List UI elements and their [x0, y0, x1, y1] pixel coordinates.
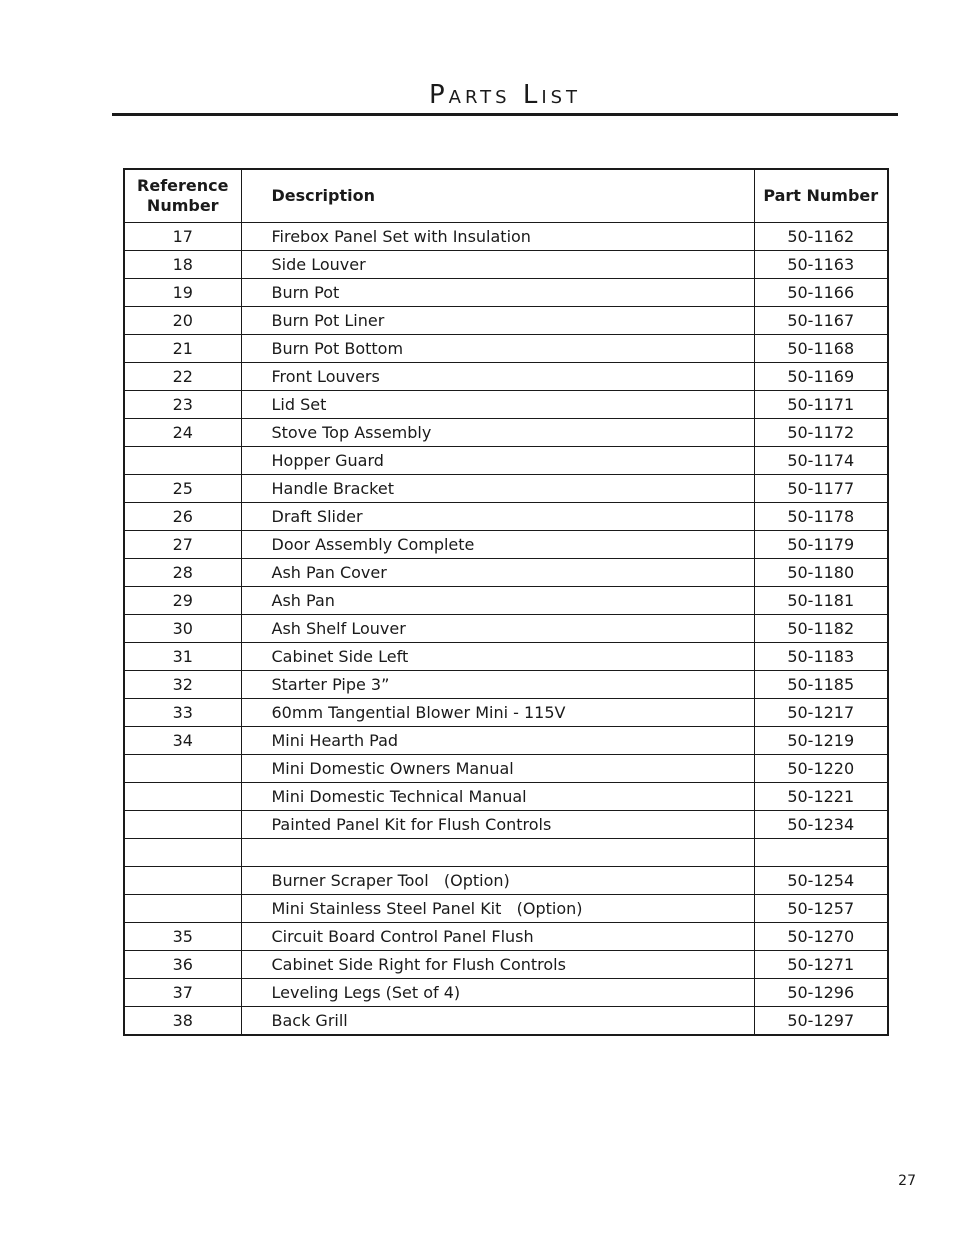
part-number-cell: 50-1185 [754, 671, 888, 699]
description-cell: Painted Panel Kit for Flush Controls [241, 811, 754, 839]
reference-cell [124, 447, 241, 475]
part-number-cell: 50-1169 [754, 363, 888, 391]
reference-cell [124, 811, 241, 839]
reference-cell: 32 [124, 671, 241, 699]
part-number-cell: 50-1166 [754, 279, 888, 307]
table-row [124, 307, 888, 335]
table-row [124, 447, 888, 475]
table-row [124, 867, 888, 895]
reference-cell [124, 895, 241, 923]
part-number-cell: 50-1181 [754, 587, 888, 615]
part-number-cell: 50-1178 [754, 503, 888, 531]
table-row [124, 419, 888, 447]
description-cell: Ash Pan [241, 587, 754, 615]
part-number-cell: 50-1174 [754, 447, 888, 475]
table-row [124, 223, 888, 251]
reference-cell: 26 [124, 503, 241, 531]
reference-cell: 29 [124, 587, 241, 615]
reference-cell: 28 [124, 559, 241, 587]
description-cell: Starter Pipe 3” [241, 671, 754, 699]
table-row [124, 783, 888, 811]
table-row [124, 951, 888, 979]
table-row [124, 503, 888, 531]
table-row [124, 391, 888, 419]
header-reference-number [124, 169, 241, 223]
description-cell: Side Louver [241, 251, 754, 279]
reference-cell: 24 [124, 419, 241, 447]
description-cell: Stove Top Assembly [241, 419, 754, 447]
table-row [124, 895, 888, 923]
table-row [124, 335, 888, 363]
part-number-cell: 50-1163 [754, 251, 888, 279]
part-number-cell: 50-1182 [754, 615, 888, 643]
reference-cell: 20 [124, 307, 241, 335]
description-cell: 60mm Tangential Blower Mini - 115V [241, 699, 754, 727]
table-row [124, 671, 888, 699]
part-number-cell: 50-1254 [754, 867, 888, 895]
reference-cell: 19 [124, 279, 241, 307]
description-cell: Mini Hearth Pad [241, 727, 754, 755]
description-cell: Firebox Panel Set with Insulation [241, 223, 754, 251]
part-number-cell: 50-1180 [754, 559, 888, 587]
table-row [124, 699, 888, 727]
description-cell: Burn Pot Liner [241, 307, 754, 335]
part-number-cell: 50-1172 [754, 419, 888, 447]
page-title: Parts List [428, 80, 582, 110]
reference-cell: 21 [124, 335, 241, 363]
part-number-cell: 50-1270 [754, 923, 888, 951]
part-number-cell: 50-1217 [754, 699, 888, 727]
description-cell: Lid Set [241, 391, 754, 419]
reference-cell: 27 [124, 531, 241, 559]
part-number-cell [754, 839, 888, 867]
page-number: 27 [898, 1173, 916, 1189]
table-row [124, 531, 888, 559]
table-row [124, 979, 888, 1007]
reference-cell: 33 [124, 699, 241, 727]
table-row [124, 587, 888, 615]
description-cell: Circuit Board Control Panel Flush [241, 923, 754, 951]
reference-cell: 17 [124, 223, 241, 251]
part-number-cell: 50-1179 [754, 531, 888, 559]
table-row [124, 811, 888, 839]
table-row [124, 755, 888, 783]
table-row [124, 559, 888, 587]
description-cell: Ash Pan Cover [241, 559, 754, 587]
table-row [124, 363, 888, 391]
description-cell: Mini Stainless Steel Panel Kit (Option) [241, 895, 754, 923]
part-number-cell: 50-1168 [754, 335, 888, 363]
part-number-cell: 50-1167 [754, 307, 888, 335]
table-row [124, 923, 888, 951]
table-body [124, 223, 888, 1036]
reference-cell: 36 [124, 951, 241, 979]
description-cell: Draft Slider [241, 503, 754, 531]
part-number-cell: 50-1171 [754, 391, 888, 419]
table-row [124, 839, 888, 867]
description-cell: Handle Bracket [241, 475, 754, 503]
reference-cell: 30 [124, 615, 241, 643]
reference-cell [124, 783, 241, 811]
part-number-cell: 50-1162 [754, 223, 888, 251]
reference-cell: 38 [124, 1007, 241, 1036]
reference-cell [124, 867, 241, 895]
header-row [124, 169, 888, 223]
reference-cell: 23 [124, 391, 241, 419]
description-cell: Ash Shelf Louver [241, 615, 754, 643]
table-header [124, 169, 888, 223]
reference-cell [124, 755, 241, 783]
header-reference-label: Reference Number [137, 176, 229, 215]
description-cell: Mini Domestic Owners Manual [241, 755, 754, 783]
reference-cell: 31 [124, 643, 241, 671]
description-cell: Burner Scraper Tool (Option) [241, 867, 754, 895]
reference-cell: 37 [124, 979, 241, 1007]
description-cell: Back Grill [241, 1007, 754, 1036]
table-row [124, 643, 888, 671]
part-number-cell: 50-1234 [754, 811, 888, 839]
description-cell: Door Assembly Complete [241, 531, 754, 559]
description-cell: Burn Pot Bottom [241, 335, 754, 363]
description-cell: Cabinet Side Left [241, 643, 754, 671]
part-number-cell: 50-1220 [754, 755, 888, 783]
reference-cell: 34 [124, 727, 241, 755]
description-cell: Mini Domestic Technical Manual [241, 783, 754, 811]
description-cell: Hopper Guard [241, 447, 754, 475]
description-cell: Leveling Legs (Set of 4) [241, 979, 754, 1007]
table-row [124, 279, 888, 307]
description-cell: Burn Pot [241, 279, 754, 307]
reference-cell: 35 [124, 923, 241, 951]
table-row [124, 1007, 888, 1036]
table-row [124, 727, 888, 755]
part-number-cell: 50-1296 [754, 979, 888, 1007]
description-cell: Front Louvers [241, 363, 754, 391]
reference-cell: 22 [124, 363, 241, 391]
table-row [124, 251, 888, 279]
part-number-cell: 50-1221 [754, 783, 888, 811]
part-number-cell: 50-1183 [754, 643, 888, 671]
reference-cell: 18 [124, 251, 241, 279]
header-part-number: Part Number [754, 169, 888, 223]
part-number-cell: 50-1297 [754, 1007, 888, 1036]
header-description: Description [241, 169, 754, 223]
parts-table [123, 168, 889, 1036]
description-cell [241, 839, 754, 867]
reference-cell [124, 839, 241, 867]
part-number-cell: 50-1271 [754, 951, 888, 979]
description-cell: Cabinet Side Right for Flush Controls [241, 951, 754, 979]
table-row [124, 475, 888, 503]
part-number-cell: 50-1257 [754, 895, 888, 923]
reference-cell: 25 [124, 475, 241, 503]
part-number-cell: 50-1177 [754, 475, 888, 503]
table-row [124, 615, 888, 643]
title-divider [112, 113, 898, 116]
part-number-cell: 50-1219 [754, 727, 888, 755]
